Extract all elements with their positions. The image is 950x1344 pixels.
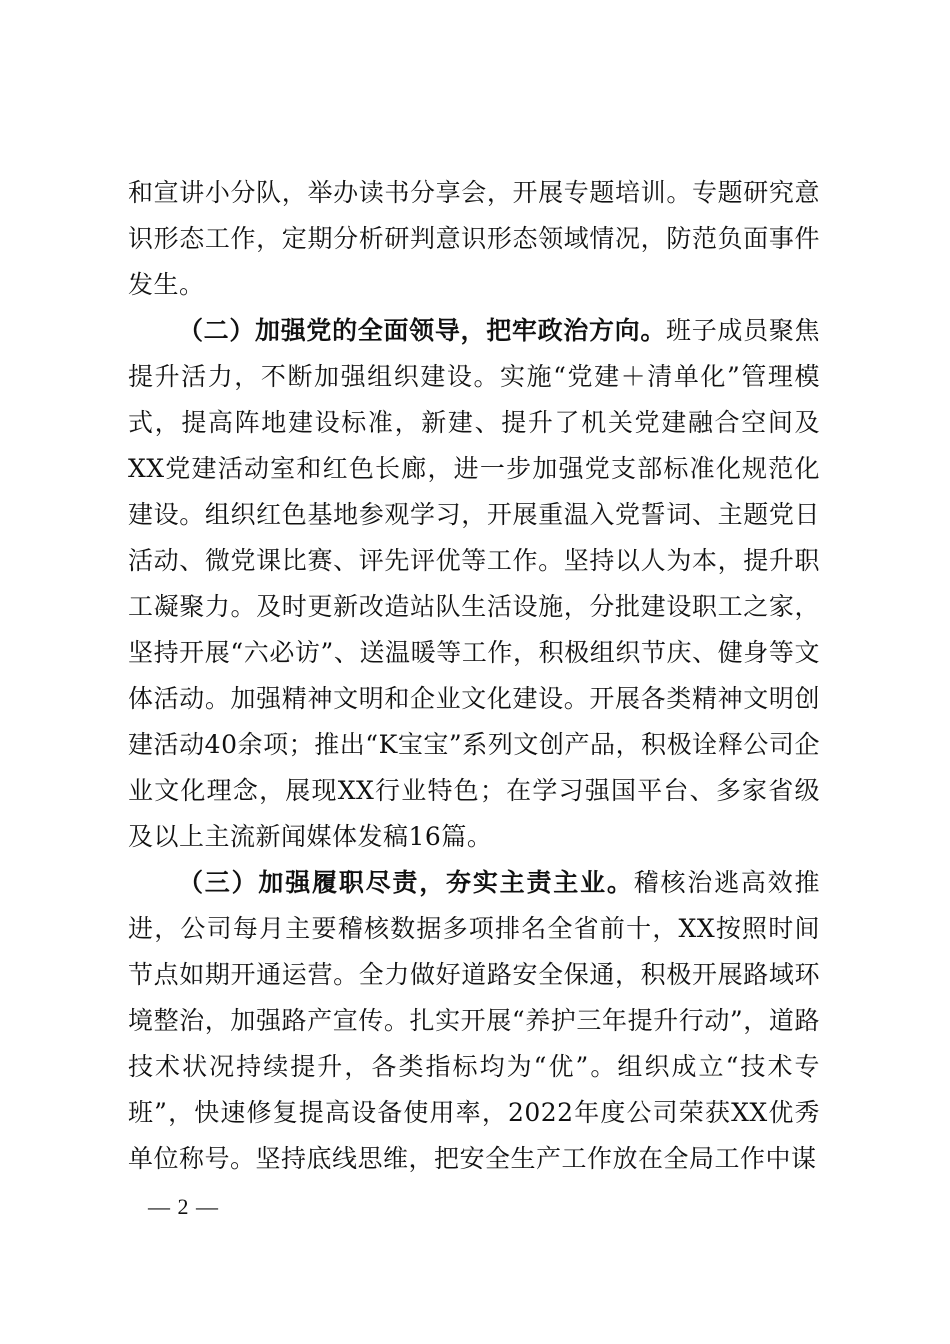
paragraph-text: 班子成员聚焦提升活力，不断加强组织建设。实施“党建＋清单化”管理模式，提高阵地建设标准，新建、提升了机关党建融合空间及XX党建活动室和红色长廊，进一步加强党支部标准化规范化建设。组织红色基地参观学习，开展重温入党誓词、主题党日活动、微党课比赛、评先评优等工作。坚持以人为本，提升职工凝聚力。及时更新改造站队生活设施，分批建设职工之家，坚持开展“六必访”、送温暖等工作，积极组织节庆、健身等文体活动。加强精神文明和企业文化建设。开展各类精神文明创建活动40余项；推出“K宝宝”系列文创产品，积极诠释公司企业文化理念，展现XX行业特色；在学习强国平台、多家省级及以上主流新闻媒体发稿16篇。 (128, 316, 820, 851)
page-number: — 2 — (148, 1194, 219, 1219)
paragraph-continuation (128, 170, 820, 308)
section-heading: （二）加强党的全面领导，把牢政治方向。 (178, 316, 667, 345)
section-heading: （三）加强履职尽责，夯实主责主业。 (178, 868, 634, 897)
document-body (128, 170, 820, 1182)
paragraph-section-2 (128, 308, 820, 860)
paragraph-text: 和宣讲小分队，举办读书分享会，开展专题培训。专题研究意识形态工作，定期分析研判意识形态领域情况，防范负面事件发生。 (128, 178, 820, 299)
paragraph-text: 稽核治逃高效推进，公司每月主要稽核数据多项排名全省前十，XX按照时间节点如期开通运营。全力做好道路安全保通，积极开展路域环境整治，加强路产宣传。扎实开展“养护三年提升行动”，道路技术状况持续提升，各类指标均为“优”。组织成立“技术专班”，快速修复提高设备使用率，2022年度公司荣获XX优秀单位称号。坚持底线思维，把安全生产工作放在全局工作中谋 (128, 868, 820, 1173)
paragraph-section-3 (128, 860, 820, 1182)
